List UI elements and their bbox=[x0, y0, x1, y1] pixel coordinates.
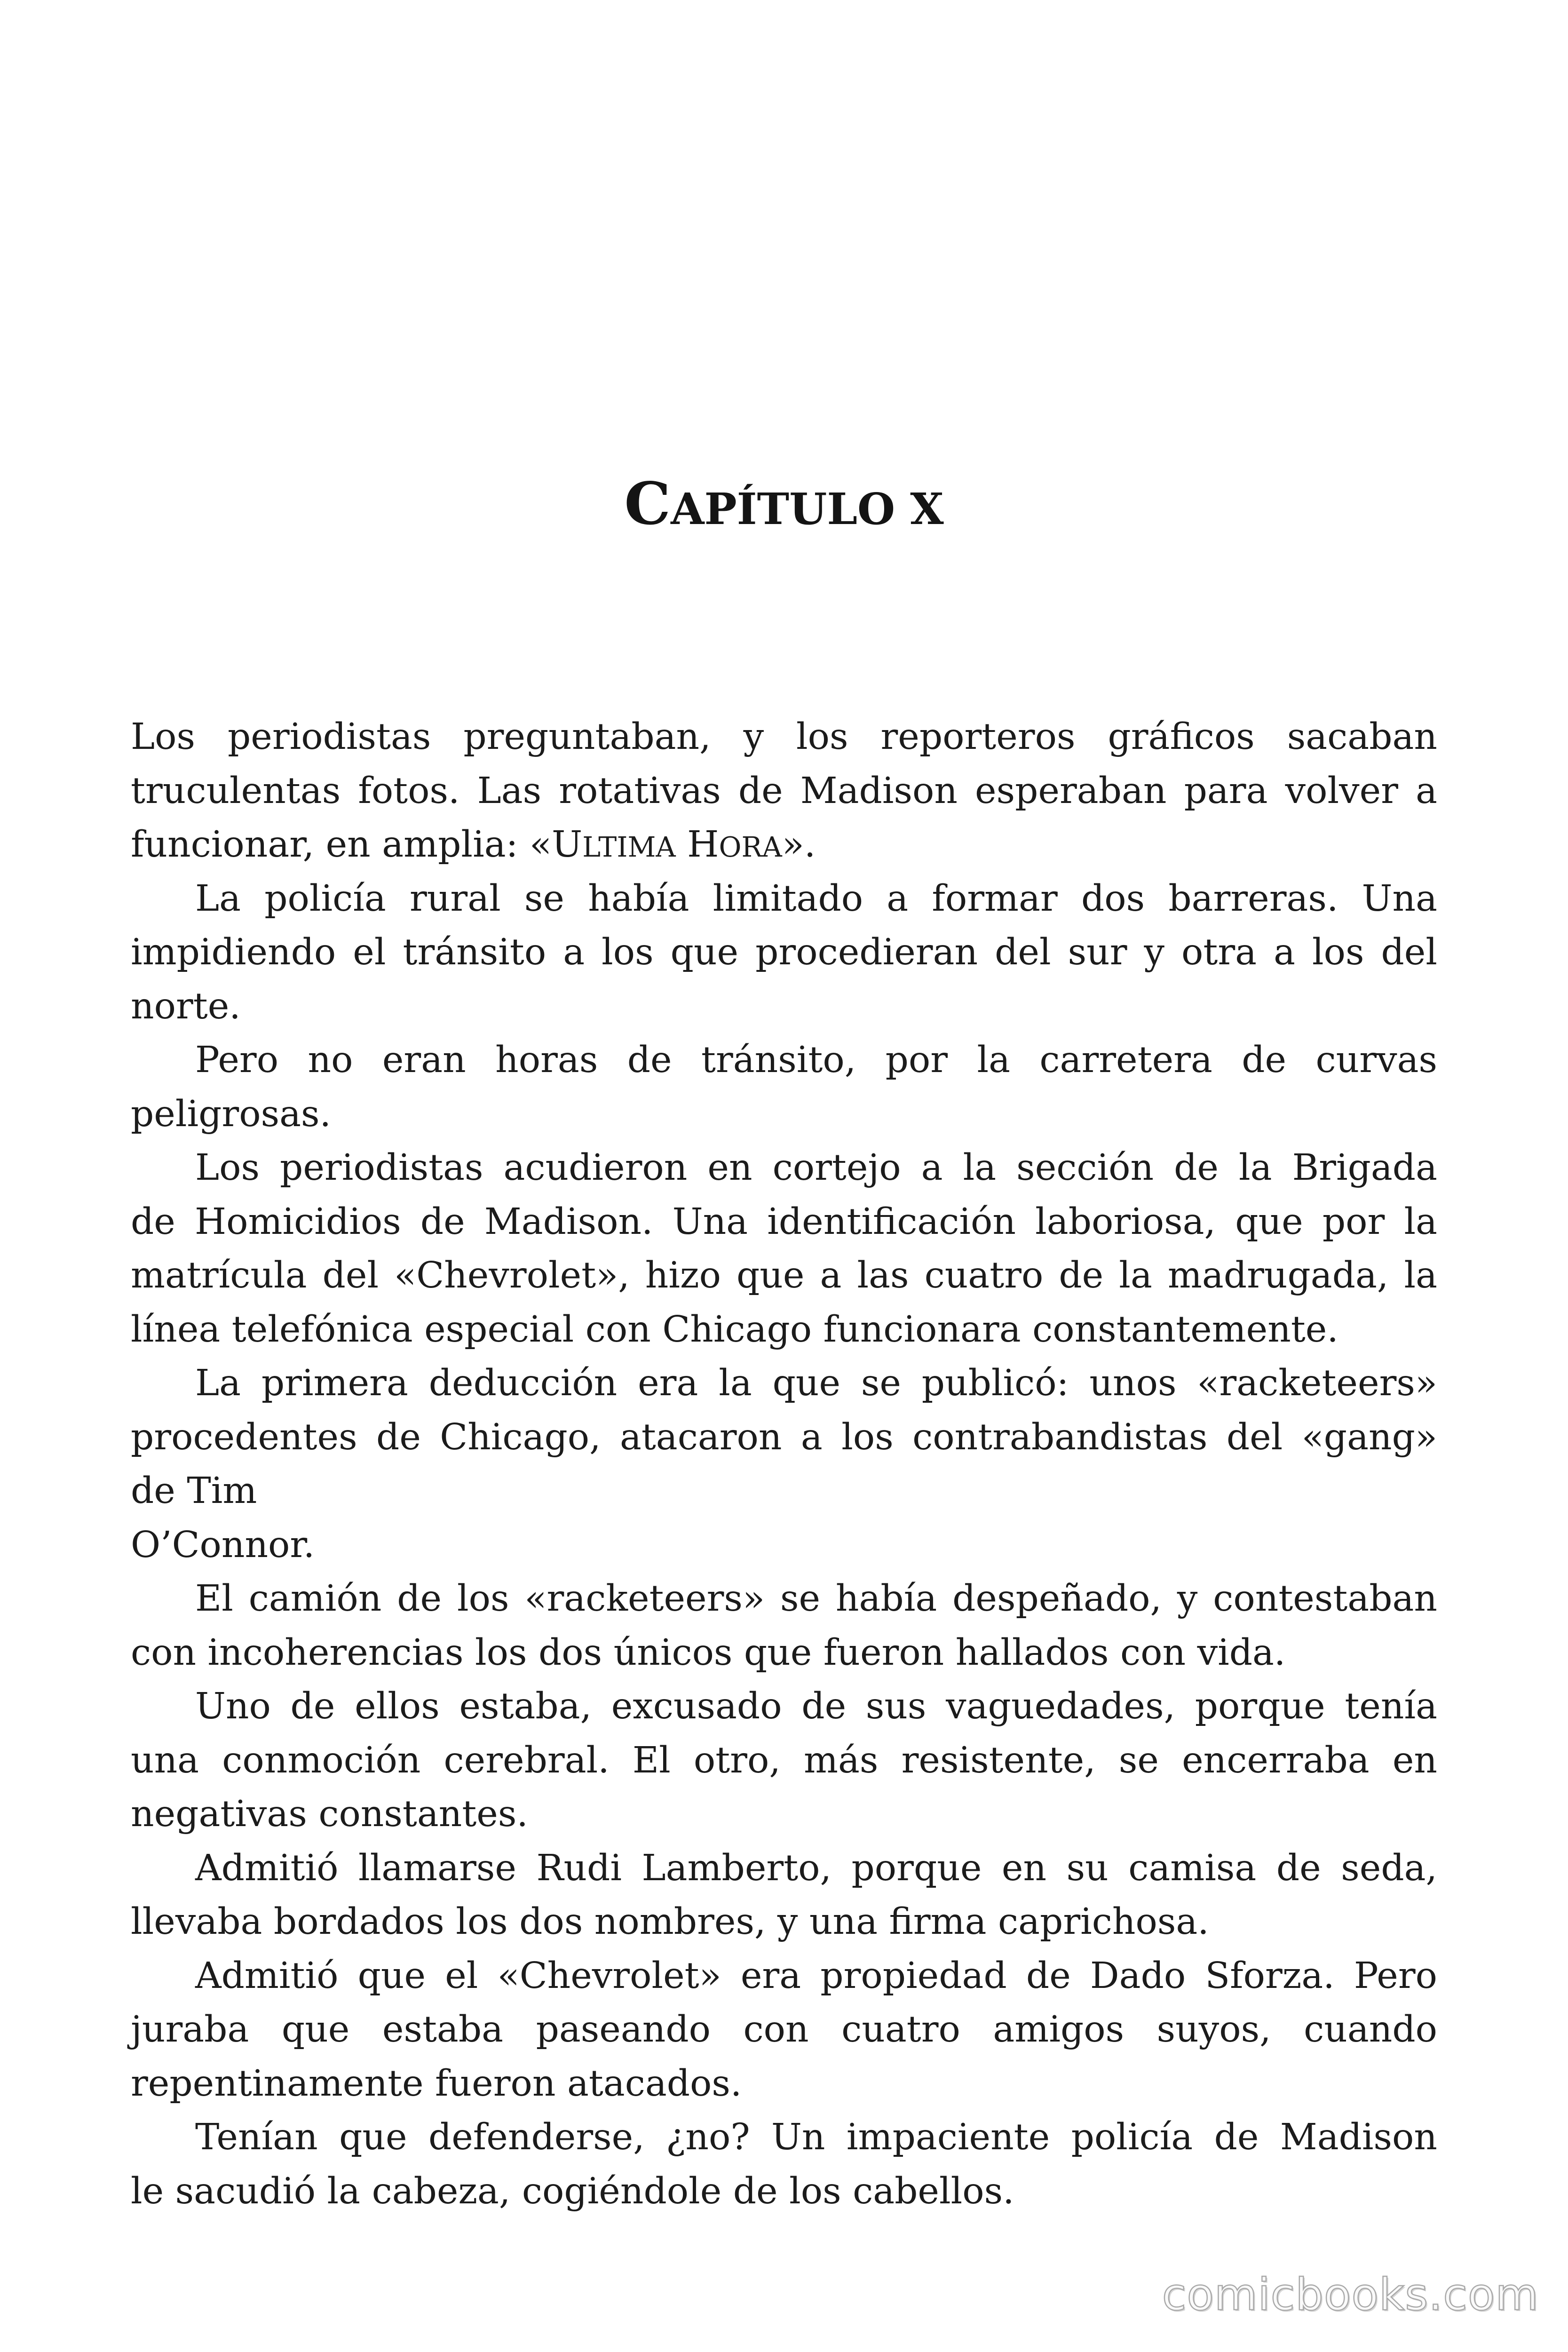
text-line: Los periodistas acudieron en cortejo a la sección de la Brigada bbox=[195, 1147, 1437, 1189]
text-line: impidiendo el tránsito a los que procedieran del sur y otra a los del bbox=[131, 931, 1437, 973]
paragraph bbox=[131, 1518, 1437, 1573]
text-line: de Homicidios de Madison. Una identificación laboriosa, que por la bbox=[131, 1200, 1437, 1243]
text-line: Pero no eran horas de tránsito, por la carretera de curvas bbox=[195, 1039, 1437, 1081]
paragraph bbox=[131, 1141, 1437, 1357]
paragraph bbox=[131, 1033, 1437, 1141]
text-line: de Tim bbox=[131, 1470, 257, 1512]
paragraph bbox=[131, 1842, 1437, 1949]
text-line: juraba que estaba paseando con cuatro amigos suyos, cuando bbox=[131, 2009, 1437, 2050]
paragraph bbox=[131, 1572, 1437, 1680]
text-line: llevaba bordados los dos nombres, y una firma caprichosa. bbox=[131, 1901, 1209, 1943]
text-line: Tenían que defenderse, ¿no? Un impaciente policía de Madison bbox=[195, 2116, 1437, 2158]
text-segment: funcionar, en amplia: « bbox=[131, 824, 552, 866]
text-line: Admitió llamarse Rudi Lamberto, porque en su camisa de seda, bbox=[195, 1847, 1437, 1889]
small-caps-word: HORA bbox=[687, 823, 782, 866]
paragraph bbox=[131, 710, 1437, 872]
text-segment: ». bbox=[782, 824, 816, 866]
text-line: Admitió que el «Chevrolet» era propiedad de Dado Sforza. Pero bbox=[195, 1955, 1437, 1997]
text-line: Los periodistas preguntaban, y los reporteros gráficos sacaban bbox=[131, 716, 1437, 758]
paragraph bbox=[131, 872, 1437, 1034]
text-line bbox=[131, 818, 1437, 872]
chapter-body bbox=[131, 710, 1437, 2218]
text-line: procedentes de Chicago, atacaron a los contrabandistas del «gang» bbox=[131, 1416, 1437, 1458]
paragraph bbox=[131, 1357, 1437, 1518]
small-caps-word: ULTIMA bbox=[552, 823, 676, 866]
paragraph bbox=[131, 2111, 1437, 2218]
paragraph bbox=[131, 1680, 1437, 1842]
watermark: comicbooks.com bbox=[1162, 2269, 1539, 2320]
text-line: norte. bbox=[131, 985, 241, 1027]
text-line: peligrosas. bbox=[131, 1093, 331, 1135]
text-line: Uno de ellos estaba, excusado de sus vaguedades, porque tenía bbox=[195, 1685, 1437, 1727]
text-line: línea telefónica especial con Chicago funcionara constantemente. bbox=[131, 1308, 1338, 1351]
text-line: matrícula del «Chevrolet», hizo que a las cuatro de la madrugada, la bbox=[131, 1255, 1437, 1296]
text-line: negativas constantes. bbox=[131, 1793, 528, 1835]
paragraph bbox=[131, 1949, 1437, 2111]
text-line: El camión de los «racketeers» se había despeñado, y contestaban bbox=[195, 1578, 1437, 1620]
text-line: La policía rural se había limitado a formar dos barreras. Una bbox=[195, 877, 1437, 920]
text-line: una conmoción cerebral. El otro, más resistente, se encerraba en bbox=[131, 1739, 1437, 1781]
text-line: truculentas fotos. Las rotativas de Madison esperaban para volver a bbox=[131, 770, 1437, 812]
text-line: La primera deducción era la que se publicó: unos «racketeers» bbox=[195, 1362, 1437, 1404]
text-line: le sacudió la cabeza, cogiéndole de los cabellos. bbox=[131, 2170, 1014, 2212]
text-line: O’Connor. bbox=[131, 1524, 315, 1566]
text-line: con incoherencias los dos únicos que fueron hallados con vida. bbox=[131, 1631, 1286, 1674]
chapter-heading: CAPÍTULO X bbox=[624, 470, 944, 538]
text-line: repentinamente fueron atacados. bbox=[131, 2062, 742, 2105]
